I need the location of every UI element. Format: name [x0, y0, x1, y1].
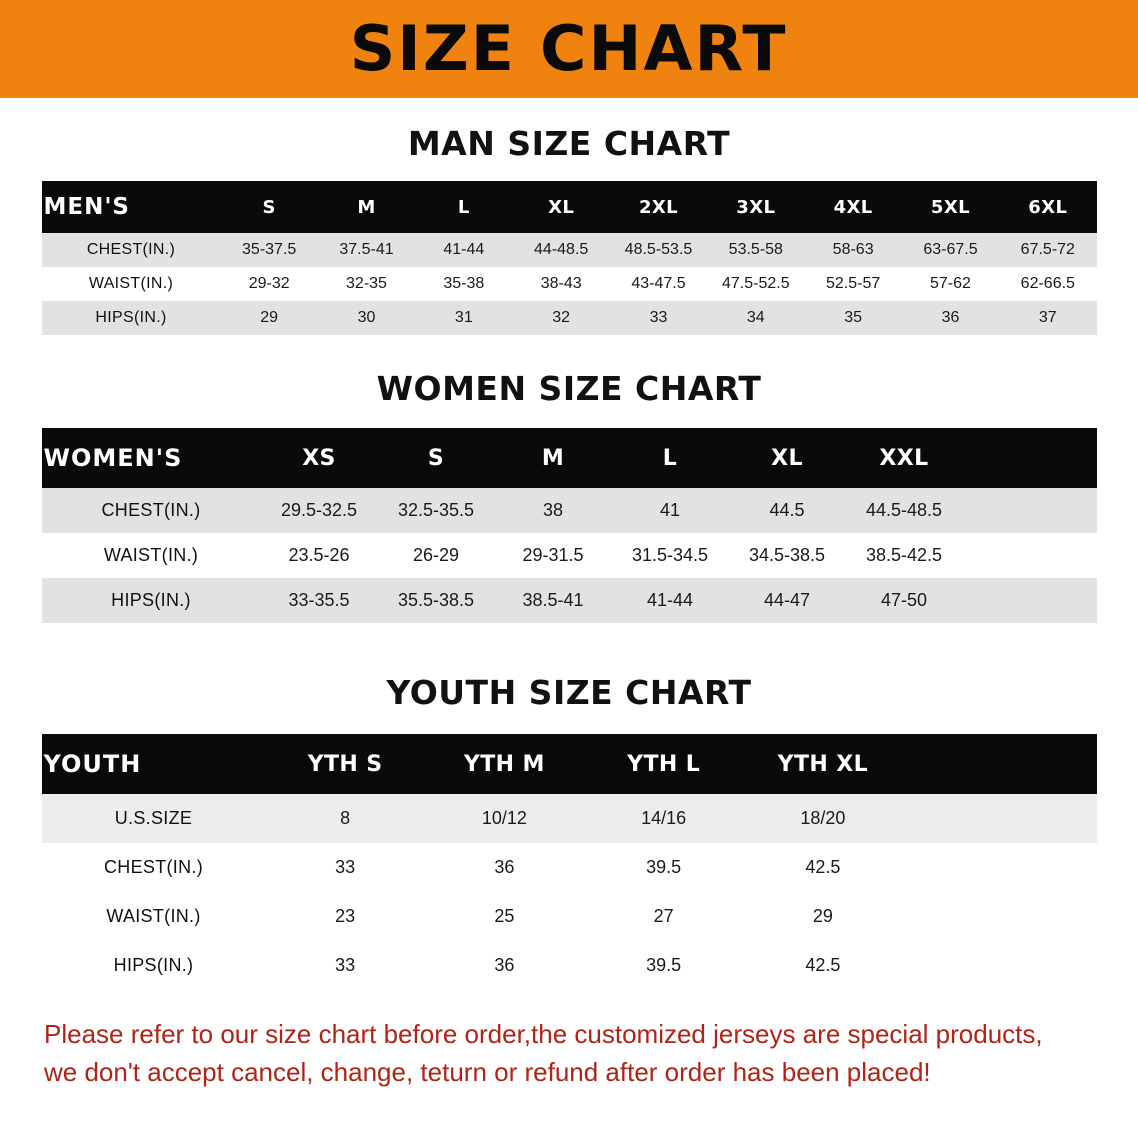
- men-r1-c3: 38-43: [512, 267, 609, 301]
- table-row: [42, 941, 1097, 990]
- men-r1-c0: 29-32: [221, 267, 318, 301]
- men-r2-c2: 31: [415, 301, 512, 335]
- youth-col-spacer: [903, 734, 1097, 794]
- men-header-row: [42, 181, 1097, 233]
- men-r2-c5: 34: [707, 301, 804, 335]
- header-banner: [0, 0, 1138, 98]
- women-col-2: M: [495, 428, 612, 488]
- table-row: [42, 488, 1097, 533]
- youth-r3-spacer: [903, 941, 1097, 990]
- women-col-1: S: [378, 428, 495, 488]
- table-row: [42, 301, 1097, 335]
- women-header-row: [42, 428, 1097, 488]
- men-r0-c2: 41-44: [415, 233, 512, 267]
- men-r2-c4: 33: [610, 301, 707, 335]
- youth-r1-c0: 33: [266, 843, 425, 892]
- women-r0-c1: 32.5-35.5: [378, 488, 495, 533]
- men-r1-c5: 47.5-52.5: [707, 267, 804, 301]
- men-col-4: 2XL: [610, 181, 707, 233]
- youth-r3-c0: 33: [266, 941, 425, 990]
- men-row-2-label: HIPS(IN.): [42, 301, 221, 335]
- man-table-wrapper: [0, 181, 1138, 335]
- youth-r2-spacer: [903, 892, 1097, 941]
- men-r2-c3: 32: [512, 301, 609, 335]
- men-col-7: 5XL: [902, 181, 999, 233]
- men-r1-c4: 43-47.5: [610, 267, 707, 301]
- youth-r2-c1: 25: [425, 892, 584, 941]
- women-r2-c2: 38.5-41: [495, 578, 612, 623]
- youth-table-body: [42, 794, 1097, 990]
- youth-r0-c3: 18/20: [743, 794, 902, 843]
- women-row-1-label: WAIST(IN.): [42, 533, 261, 578]
- table-row: [42, 794, 1097, 843]
- footer-line-1: Please refer to our size chart before order,the customized jerseys are special products,: [44, 1019, 1043, 1049]
- women-col-4: XL: [729, 428, 846, 488]
- women-r1-c0: 23.5-26: [261, 533, 378, 578]
- women-r1-c3: 31.5-34.5: [612, 533, 729, 578]
- women-r2-c1: 35.5-38.5: [378, 578, 495, 623]
- youth-corner-label: YOUTH: [42, 734, 266, 794]
- page-title: SIZE CHART: [350, 12, 788, 85]
- women-r0-c2: 38: [495, 488, 612, 533]
- youth-r0-spacer: [903, 794, 1097, 843]
- women-table-body: [42, 488, 1097, 623]
- women-r1-spacer: [963, 533, 1097, 578]
- men-r1-c6: 52.5-57: [804, 267, 901, 301]
- men-size-table: [42, 181, 1097, 335]
- men-r2-c6: 35: [804, 301, 901, 335]
- table-row: [42, 578, 1097, 623]
- youth-section-title: YOUTH SIZE CHART: [386, 673, 752, 712]
- youth-size-table: [42, 734, 1097, 990]
- youth-r3-c2: 39.5: [584, 941, 743, 990]
- women-col-3: L: [612, 428, 729, 488]
- men-r0-c0: 35-37.5: [221, 233, 318, 267]
- men-col-6: 4XL: [804, 181, 901, 233]
- youth-row-0-label: U.S.SIZE: [42, 794, 266, 843]
- women-corner-label: WOMEN'S: [42, 428, 261, 488]
- man-section-title: MAN SIZE CHART: [407, 124, 731, 163]
- women-row-2-label: HIPS(IN.): [42, 578, 261, 623]
- youth-col-0: YTH S: [266, 734, 425, 794]
- men-row-1-label: WAIST(IN.): [42, 267, 221, 301]
- men-r0-c8: 67.5-72: [999, 233, 1096, 267]
- women-col-5: XXL: [846, 428, 963, 488]
- youth-row-3-label: HIPS(IN.): [42, 941, 266, 990]
- youth-r3-c1: 36: [425, 941, 584, 990]
- table-row: [42, 233, 1097, 267]
- men-col-1: M: [318, 181, 415, 233]
- youth-col-3: YTH XL: [743, 734, 902, 794]
- youth-r3-c3: 42.5: [743, 941, 902, 990]
- women-r1-c2: 29-31.5: [495, 533, 612, 578]
- men-r0-c4: 48.5-53.5: [610, 233, 707, 267]
- youth-r0-c2: 14/16: [584, 794, 743, 843]
- men-r2-c7: 36: [902, 301, 999, 335]
- women-table-head: [42, 428, 1097, 488]
- men-r2-c1: 30: [318, 301, 415, 335]
- men-r2-c0: 29: [221, 301, 318, 335]
- men-r1-c1: 32-35: [318, 267, 415, 301]
- youth-r2-c0: 23: [266, 892, 425, 941]
- table-row: [42, 533, 1097, 578]
- women-col-0: XS: [261, 428, 378, 488]
- men-col-8: 6XL: [999, 181, 1096, 233]
- youth-table-wrapper: [0, 734, 1138, 990]
- women-r1-c5: 38.5-42.5: [846, 533, 963, 578]
- men-row-0-label: CHEST(IN.): [42, 233, 221, 267]
- women-r1-c1: 26-29: [378, 533, 495, 578]
- youth-r2-c2: 27: [584, 892, 743, 941]
- women-col-spacer: [963, 428, 1097, 488]
- youth-r1-spacer: [903, 843, 1097, 892]
- table-row: [42, 843, 1097, 892]
- women-section-title: WOMEN SIZE CHART: [376, 369, 762, 408]
- women-r0-c0: 29.5-32.5: [261, 488, 378, 533]
- men-table-head: [42, 181, 1097, 233]
- women-r0-spacer: [963, 488, 1097, 533]
- youth-r0-c1: 10/12: [425, 794, 584, 843]
- men-r1-c2: 35-38: [415, 267, 512, 301]
- women-row-0-label: CHEST(IN.): [42, 488, 261, 533]
- youth-row-2-label: WAIST(IN.): [42, 892, 266, 941]
- men-col-3: XL: [512, 181, 609, 233]
- women-size-table: [42, 428, 1097, 623]
- women-r2-c5: 47-50: [846, 578, 963, 623]
- men-r0-c1: 37.5-41: [318, 233, 415, 267]
- men-col-2: L: [415, 181, 512, 233]
- men-table-body: [42, 233, 1097, 335]
- youth-r0-c0: 8: [266, 794, 425, 843]
- table-row: [42, 267, 1097, 301]
- women-r2-c4: 44-47: [729, 578, 846, 623]
- footer-disclaimer: [44, 1016, 1094, 1091]
- men-r1-c8: 62-66.5: [999, 267, 1096, 301]
- women-r0-c3: 41: [612, 488, 729, 533]
- youth-r1-c3: 42.5: [743, 843, 902, 892]
- youth-header-row: [42, 734, 1097, 794]
- men-r0-c5: 53.5-58: [707, 233, 804, 267]
- women-r2-c3: 41-44: [612, 578, 729, 623]
- women-r0-c4: 44.5: [729, 488, 846, 533]
- men-col-0: S: [221, 181, 318, 233]
- footer-line-2: we don't accept cancel, change, teturn or refund after order has been placed!: [44, 1056, 931, 1087]
- men-r0-c6: 58-63: [804, 233, 901, 267]
- men-r0-c3: 44-48.5: [512, 233, 609, 267]
- youth-col-2: YTH L: [584, 734, 743, 794]
- men-corner-label: MEN'S: [42, 181, 221, 233]
- men-r0-c7: 63-67.5: [902, 233, 999, 267]
- women-r1-c4: 34.5-38.5: [729, 533, 846, 578]
- youth-col-1: YTH M: [425, 734, 584, 794]
- women-r2-spacer: [963, 578, 1097, 623]
- table-row: [42, 892, 1097, 941]
- youth-row-1-label: CHEST(IN.): [42, 843, 266, 892]
- youth-r1-c1: 36: [425, 843, 584, 892]
- youth-r2-c3: 29: [743, 892, 902, 941]
- men-r1-c7: 57-62: [902, 267, 999, 301]
- women-r2-c0: 33-35.5: [261, 578, 378, 623]
- youth-table-head: [42, 734, 1097, 794]
- youth-r1-c2: 39.5: [584, 843, 743, 892]
- men-r2-c8: 37: [999, 301, 1096, 335]
- men-col-5: 3XL: [707, 181, 804, 233]
- women-table-wrapper: [0, 428, 1138, 623]
- women-r0-c5: 44.5-48.5: [846, 488, 963, 533]
